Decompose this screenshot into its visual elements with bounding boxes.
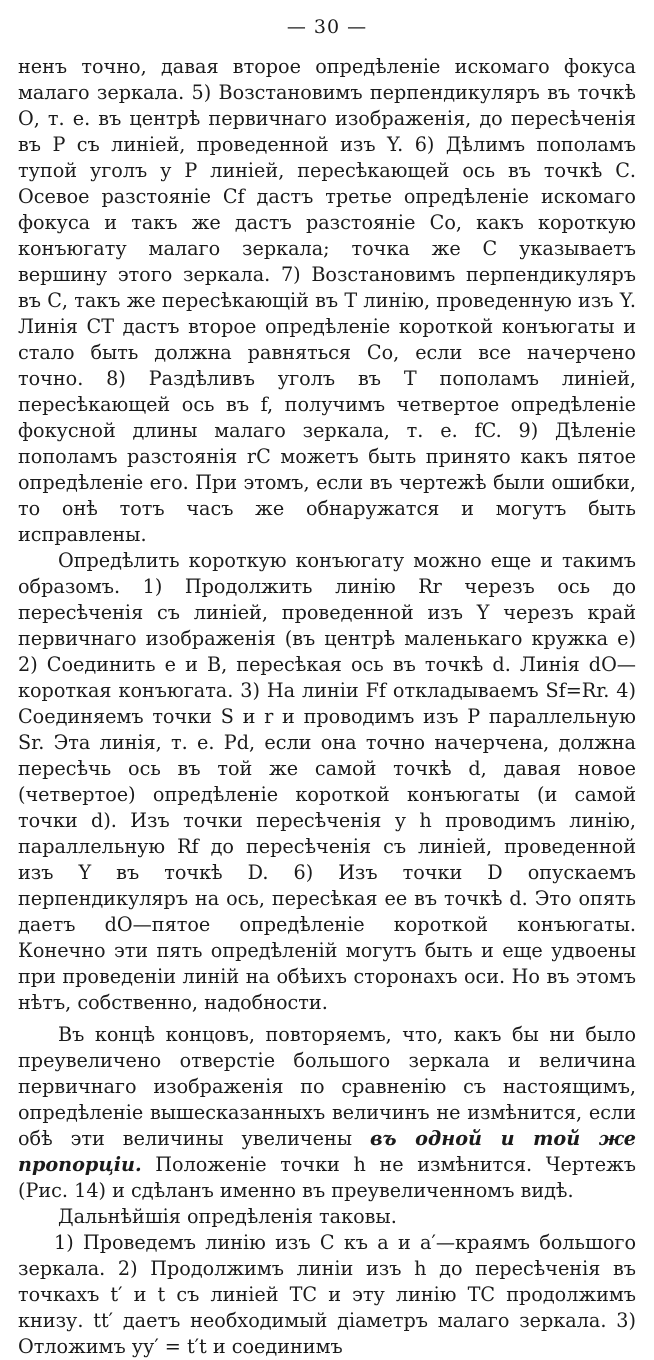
paragraph-3-text-start: Въ концѣ концовъ, повторяемъ, что, какъ бы ни было преувеличено отверстіе большого зеркала и величина первичнаго изображенія по сравненію съ настоящимъ, опредѣленіе вышесказанныхъ величинъ не измѣнится, если обѣ эти величины увеличены — [18, 1023, 636, 1150]
body-text — [18, 54, 636, 1360]
paragraph-1: ненъ точно, давая второе опредѣленіе искомаго фокуса малаго зеркала. 5) Возстановимъ перпендикуляръ въ точкѣ О, т. е. въ центрѣ первичнаго изображенія, до пересѣченія въ Р съ линіей, проведенной изъ Y. 6) Дѣлимъ пополамъ тупой уголъ у Р линіей, пересѣкающей ось въ точкѣ С. Осевое разстояніе Сf дастъ третье опредѣленіе искомаго фокуса и такъ же дастъ разстояніе Со, какъ короткую конъюгату малаго зеркала; точка же С указываетъ вершину этого зеркала. 7) Возстановимъ перпендикуляръ въ С, такъ же пересѣкающій въ Т линію, проведенную изъ Y. Линія СТ дастъ второе опредѣленіе короткой конъюгаты и стало быть должна равняться Со, если все начерчено точно. 8) Раздѣливъ уголъ въ Т пополамъ линіей, пересѣкающей ось въ f, получимъ четвертое опредѣленіе фокусной длины малаго зеркала, т. е. fC. 9) Дѣленіе пополамъ разстоянія rС можетъ быть принято какъ пятое опредѣленіе его. При этомъ, если въ чертежѣ были ошибки, то онѣ тотъ часъ же обнаружатся и могутъ быть исправлены. — [18, 55, 636, 546]
paragraph-2: Опредѣлить короткую конъюгату можно еще и такимъ образомъ. 1) Продолжить линію Rr черезъ ось до пересѣченія съ линіей, проведенной изъ Y черезъ край первичнаго изображенія (въ центрѣ маленькаго кружка е) 2) Соединить е и В, пересѣкая ось въ точкѣ d. Линія dO—короткая конъюгата. 3) На линіи Ff откладываемъ Sf=Rr. 4) Соединяемъ точки S и r и проводимъ изъ Р параллельную Sr. Эта линія, т. е. Pd, если она точно начерчена, должна пересѣчь ось въ той же самой точкѣ d, давая новое (четвертое) опредѣленіе короткой конъюгаты (и самой точки d). Изъ точки пересѣченія у h проводимъ линію, параллельную Rf до пересѣченія съ линіей, проведенной изъ Y въ точкѣ D. 6) Изъ точки D опускаемъ перпендикуляръ на ось, пересѣкая ее въ точкѣ d. Это опять даетъ dO—пятое опредѣленіе короткой конъюгаты. Конечно эти пять опредѣленій могутъ быть и еще удвоены при проведеніи линій на обѣихъ сторонахъ оси. Но въ этомъ нѣтъ, собственно, надобности. — [18, 549, 636, 1014]
paragraph-3 — [18, 1022, 636, 1204]
paragraph-3-text-end: Положеніе точки h не измѣнится. Чертежъ (Рис. 14) и сдѣланъ именно въ преувеличенномъ видѣ. — [18, 1153, 636, 1202]
paragraph-3-emphasis: въ одной и той же пропорціи. — [18, 1127, 636, 1176]
paragraph-4: Дальнѣйшія опредѣленія таковы. — [58, 1205, 397, 1228]
paragraph-5: 1) Проведемъ линію изъ С къ а и а′—краямъ большого зеркала. 2) Продолжимъ линіи изъ h до пересѣченія въ точкахъ t′ и t съ линіей ТС и эту линію ТС продолжимъ книзу. tt′ даетъ необходимый діаметръ малаго зеркала. 3) Отложимъ уу′ = t′t и соединимъ — [18, 1231, 636, 1358]
page-number: — 30 — — [286, 16, 368, 38]
